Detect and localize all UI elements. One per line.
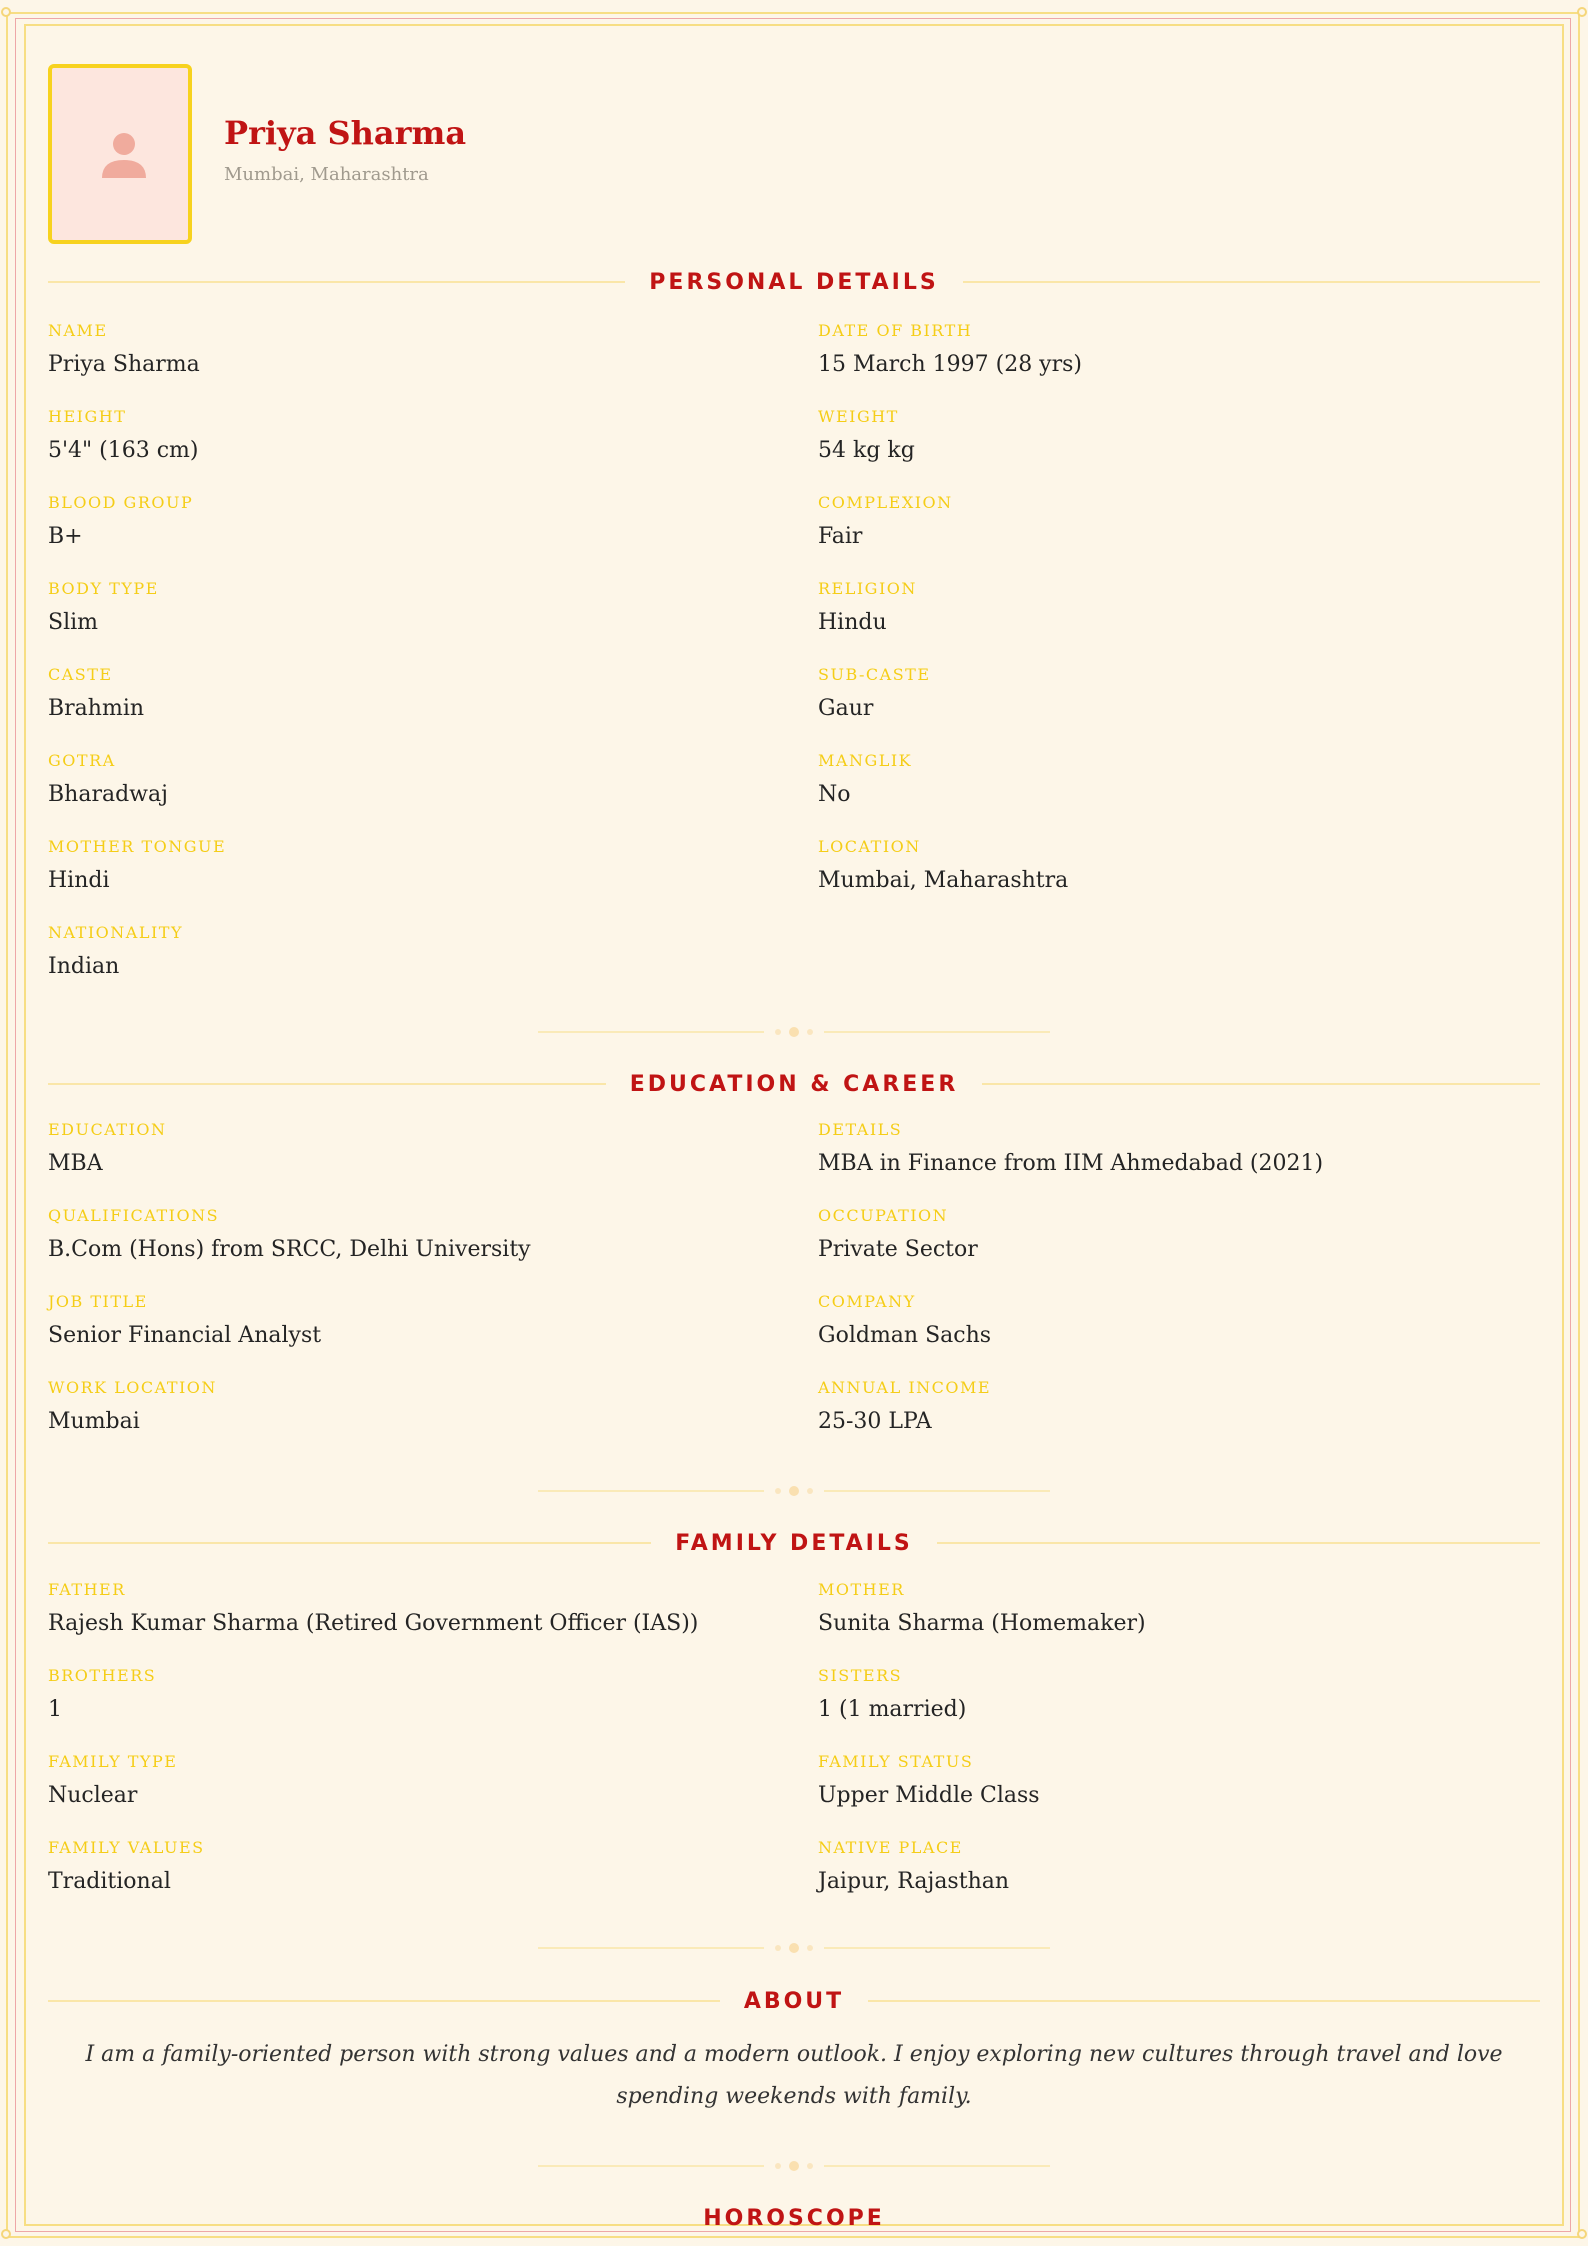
ornament-divider xyxy=(538,2156,1050,2176)
field-value: Fair xyxy=(818,524,863,549)
field-value: MBA xyxy=(48,1151,103,1176)
field-weight xyxy=(818,407,915,463)
section-personal-title: PERSONAL DETAILS xyxy=(48,267,1540,297)
field-label: COMPLEXION xyxy=(818,493,953,512)
field-value: MBA in Finance from IIM Ahmedabad (2021) xyxy=(818,1151,1324,1176)
field-label: COMPANY xyxy=(818,1292,916,1311)
field-label: FATHER xyxy=(48,1580,126,1599)
corner-ornament xyxy=(1,7,11,17)
field-family-type xyxy=(48,1752,177,1808)
field-date-of-birth xyxy=(818,321,1082,377)
field-value: No xyxy=(818,782,851,807)
field-label: ANNUAL INCOME xyxy=(818,1378,992,1397)
section-horoscope-title: HOROSCOPE xyxy=(703,2205,885,2231)
field-mother xyxy=(818,1580,1146,1636)
field-value: Hindu xyxy=(818,610,887,635)
field-religion xyxy=(818,579,917,635)
field-value: Jaipur, Rajasthan xyxy=(818,1869,1010,1894)
red-border xyxy=(15,18,1571,2232)
field-value: Priya Sharma xyxy=(48,352,200,377)
field-manglik xyxy=(818,751,912,807)
field-label: NAME xyxy=(48,321,108,340)
field-sub-caste xyxy=(818,665,931,721)
section-education-title: EDUCATION & CAREER xyxy=(48,1069,1540,1099)
field-label: FAMILY VALUES xyxy=(48,1838,205,1857)
field-company xyxy=(818,1292,991,1348)
field-label: JOB TITLE xyxy=(48,1292,148,1311)
field-label: SUB-CASTE xyxy=(818,665,931,684)
field-value: 15 March 1997 (28 yrs) xyxy=(818,352,1082,377)
field-body-type xyxy=(48,579,159,635)
field-label: OCCUPATION xyxy=(818,1206,949,1225)
field-family-status xyxy=(818,1752,1040,1808)
field-value: Hindi xyxy=(48,868,110,893)
field-value: Private Sector xyxy=(818,1237,978,1262)
field-value: 54 kg kg xyxy=(818,438,915,463)
field-value: B+ xyxy=(48,524,83,549)
field-work-location xyxy=(48,1378,217,1434)
profile-name: Priya Sharma xyxy=(224,114,467,152)
section-family-title: FAMILY DETAILS xyxy=(48,1528,1540,1558)
field-value: 1 (1 married) xyxy=(818,1697,967,1722)
field-native-place xyxy=(818,1838,1009,1894)
field-value: Rajesh Kumar Sharma (Retired Government Officer (IAS)) xyxy=(48,1611,699,1636)
field-label: NATIONALITY xyxy=(48,923,184,942)
field-label: CASTE xyxy=(48,665,113,684)
inner-border xyxy=(24,24,1564,2226)
user-placeholder-icon xyxy=(100,132,148,178)
field-value: Sunita Sharma (Homemaker) xyxy=(818,1611,1146,1636)
field-value: B.Com (Hons) from SRCC, Delhi University xyxy=(48,1237,531,1262)
field-value: Mumbai xyxy=(48,1409,140,1434)
field-father xyxy=(48,1580,698,1636)
field-label: MOTHER TONGUE xyxy=(48,837,227,856)
field-value: Mumbai, Maharashtra xyxy=(818,868,1069,893)
field-label: LOCATION xyxy=(818,837,921,856)
field-label: GOTRA xyxy=(48,751,116,770)
profile-header xyxy=(48,64,1540,244)
field-job-title xyxy=(48,1292,321,1348)
corner-ornament xyxy=(1577,2229,1587,2239)
field-label: WEIGHT xyxy=(818,407,899,426)
field-gotra xyxy=(48,751,168,807)
field-label: NATIVE PLACE xyxy=(818,1838,963,1857)
field-location xyxy=(818,837,1068,893)
ornament-divider xyxy=(538,1481,1050,1501)
field-label: SISTERS xyxy=(818,1666,903,1685)
field-value: Goldman Sachs xyxy=(818,1323,992,1348)
section-about-title: ABOUT xyxy=(48,1986,1540,2016)
profile-location: Mumbai, Maharashtra xyxy=(224,164,429,185)
outer-border xyxy=(6,12,1580,2238)
field-label: DATE OF BIRTH xyxy=(818,321,973,340)
ornament-divider xyxy=(538,1938,1050,1958)
field-label: FAMILY STATUS xyxy=(818,1752,974,1771)
field-details xyxy=(818,1120,1323,1176)
about-text: I am a family-oriented person with strong values and a modern outlook. I enjoy exploring new cultures through travel and love spending weekends with family. xyxy=(85,2042,1503,2109)
field-label: BLOOD GROUP xyxy=(48,493,194,512)
ornament-divider xyxy=(538,1022,1050,1042)
field-annual-income xyxy=(818,1378,991,1434)
field-label: QUALIFICATIONS xyxy=(48,1206,220,1225)
field-education xyxy=(48,1120,167,1176)
field-label: BROTHERS xyxy=(48,1666,157,1685)
field-mother-tongue xyxy=(48,837,226,893)
field-value: Slim xyxy=(48,610,99,635)
field-sisters xyxy=(818,1666,966,1722)
field-label: RELIGION xyxy=(818,579,917,598)
field-label: BODY TYPE xyxy=(48,579,159,598)
field-value: Bharadwaj xyxy=(48,782,168,807)
field-occupation xyxy=(818,1206,978,1262)
field-complexion xyxy=(818,493,953,549)
field-blood-group xyxy=(48,493,193,549)
field-value: Indian xyxy=(48,954,120,979)
field-caste xyxy=(48,665,144,721)
field-height xyxy=(48,407,199,463)
field-label: FAMILY TYPE xyxy=(48,1752,178,1771)
profile-photo[interactable] xyxy=(48,64,192,244)
field-label: EDUCATION xyxy=(48,1120,167,1139)
corner-ornament xyxy=(1577,7,1587,17)
field-label: DETAILS xyxy=(818,1120,903,1139)
field-nationality xyxy=(48,923,183,979)
field-label: WORK LOCATION xyxy=(48,1378,217,1397)
field-value: 1 xyxy=(48,1697,62,1722)
field-value: Senior Financial Analyst xyxy=(48,1323,322,1348)
field-value: Traditional xyxy=(48,1869,171,1894)
field-family-values xyxy=(48,1838,205,1894)
field-value: Upper Middle Class xyxy=(818,1783,1040,1808)
field-qualifications xyxy=(48,1206,531,1262)
field-value: 5'4" (163 cm) xyxy=(48,438,199,463)
field-label: HEIGHT xyxy=(48,407,127,426)
field-name xyxy=(48,321,200,377)
field-label: MANGLIK xyxy=(818,751,913,770)
corner-ornament xyxy=(1,2229,11,2239)
field-brothers xyxy=(48,1666,156,1722)
field-value: Nuclear xyxy=(48,1783,138,1808)
field-label: MOTHER xyxy=(818,1580,905,1599)
field-value: Brahmin xyxy=(48,696,145,721)
field-value: 25-30 LPA xyxy=(818,1409,932,1434)
field-value: Gaur xyxy=(818,696,874,721)
